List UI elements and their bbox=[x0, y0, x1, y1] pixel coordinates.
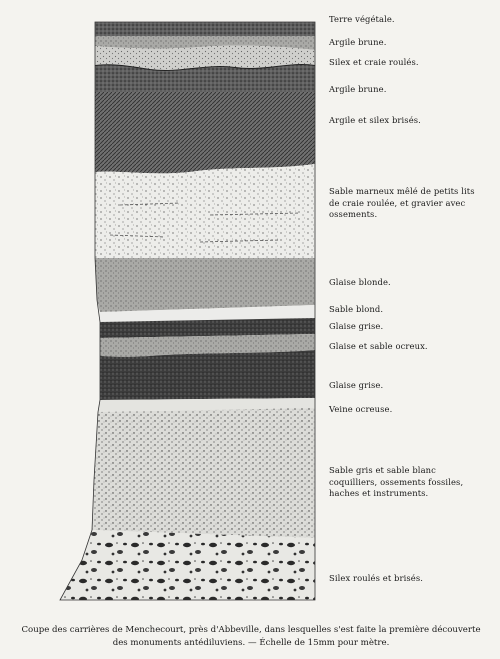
layer-label: Silex roulés et brisés. bbox=[329, 573, 424, 583]
layer-label: Glaise grise. bbox=[329, 321, 384, 331]
layer-silex-roules-brises bbox=[60, 530, 315, 600]
layer-glaise-grise-lower bbox=[100, 350, 315, 400]
layer-argile-silex-brises bbox=[95, 92, 315, 173]
figure-caption bbox=[12, 624, 490, 650]
layer-label: Glaise blonde. bbox=[329, 277, 391, 287]
layer-label: Glaise grise. bbox=[329, 380, 384, 390]
layer-glaise-blonde bbox=[95, 258, 315, 312]
caption-line-1: Coupe des carrières de Menchecourt, près d'Abbeville, dans lesquelles s'est faite la première découverte bbox=[21, 625, 481, 635]
layer-sable-marneux bbox=[95, 164, 315, 258]
layer-sable-gris-coquilliers bbox=[92, 408, 315, 538]
layer-label: Argile brune. bbox=[329, 84, 387, 94]
layer-label: Terre végétale. bbox=[329, 14, 395, 24]
layer-label: Silex et craie roulés. bbox=[329, 57, 419, 67]
layer-label: Argile brune. bbox=[329, 37, 387, 47]
caption-line-2: des monuments antédiluviens. — Échelle de 15mm pour mètre. bbox=[112, 638, 390, 648]
layer-terre-vegetale bbox=[95, 22, 315, 36]
layer-label: Sable marneux mêlé de petits lits de craie roulée, et gravier avec ossements. bbox=[329, 186, 475, 219]
layer-label: Glaise et sable ocreux. bbox=[329, 341, 428, 351]
layer-label: Veine ocreuse. bbox=[329, 404, 393, 414]
layer-label: Argile et silex brisés. bbox=[329, 115, 421, 125]
layer-label: Sable blond. bbox=[329, 304, 384, 314]
layer-argile-brune bbox=[95, 65, 315, 92]
layer-label: Sable gris et sable blanc coquilliers, ossements fossiles, haches et instruments. bbox=[329, 465, 464, 498]
